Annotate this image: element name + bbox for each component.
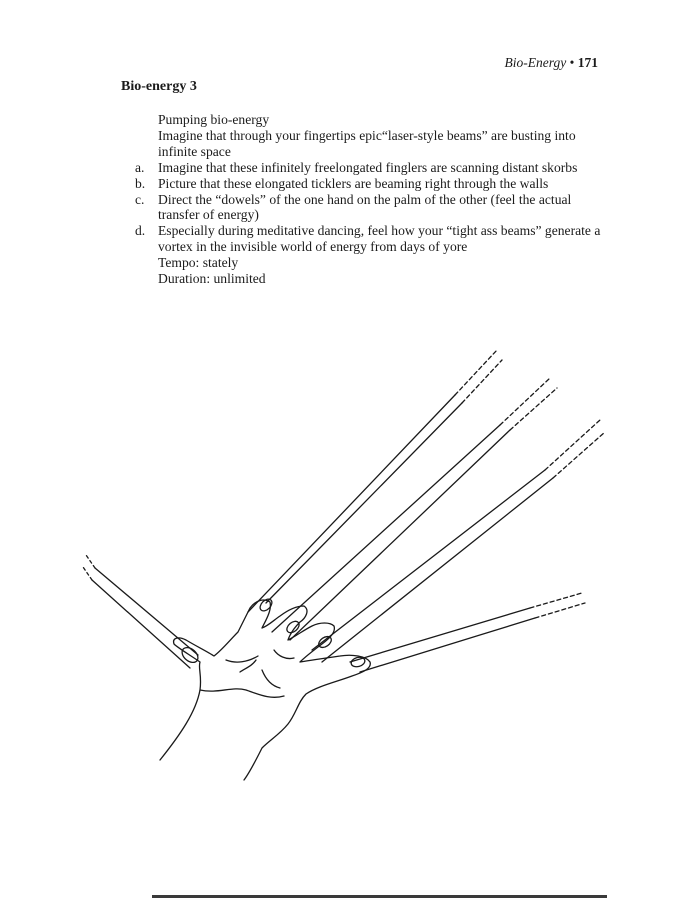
list-item: [135, 160, 605, 176]
intro-line-text: Pumping bio-energy: [158, 112, 270, 127]
running-head: [505, 55, 598, 71]
tempo-text: Tempo: stately: [158, 255, 239, 271]
finger-nails: [179, 597, 366, 668]
tempo-line: [135, 255, 605, 271]
item-text: Direct the “dowels” of the one hand on the palm of the other (feel the actual transfer of energy): [158, 191, 572, 223]
little-finger-beam: [350, 593, 585, 672]
section-title: Bio-energy 3: [121, 79, 197, 94]
duration-line: [135, 271, 605, 287]
hand-outline: [160, 600, 370, 780]
running-head-separator: •: [569, 55, 575, 70]
item-marker: d.: [135, 223, 146, 239]
index-finger-beam: [248, 350, 502, 612]
thumb-beam: [83, 555, 198, 668]
intro-line: [135, 128, 605, 160]
hand-with-beams-illustration: [80, 340, 610, 790]
item-text: Especially during meditative dancing, feel how your “tight ass beams” generate a vortex in the invisible world of energy from days of yore: [158, 223, 601, 255]
ring-finger-beam: [312, 420, 605, 662]
list-item: [135, 192, 605, 224]
intro-line-text: Imagine that through your fingertips epic“laser-style beams” are busting into infinite space: [158, 127, 576, 159]
intro-line: [135, 112, 605, 128]
line-marker: [135, 128, 158, 160]
exercise-text: [135, 112, 605, 287]
item-marker: b.: [135, 175, 146, 191]
running-title: Bio-Energy: [504, 55, 567, 70]
list-item: [135, 223, 605, 255]
bottom-rule: [152, 895, 607, 898]
item-marker: a.: [135, 159, 145, 175]
page-number: 171: [577, 55, 598, 70]
duration-text: Duration: unlimited: [158, 271, 266, 287]
list-item: [135, 176, 605, 192]
item-text: Imagine that these infinitely freelongated finglers are scanning distant skorbs: [158, 159, 578, 175]
line-marker: [135, 112, 158, 128]
item-marker: c.: [135, 191, 145, 207]
item-text: Picture that these elongated ticklers are beaming right through the walls: [158, 175, 549, 191]
